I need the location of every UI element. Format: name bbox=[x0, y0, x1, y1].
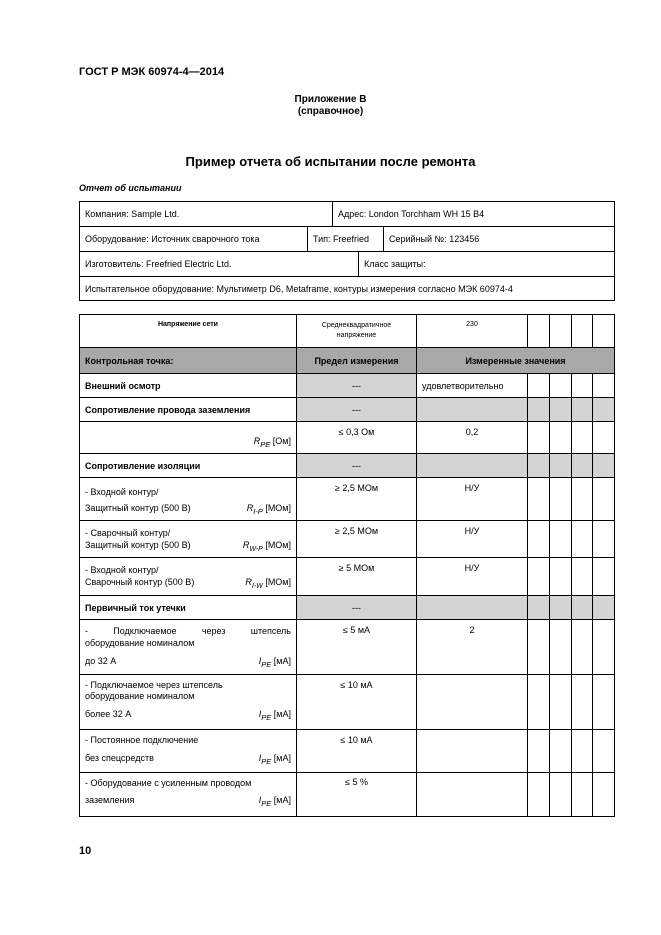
shaded-cell bbox=[550, 398, 572, 422]
rms-voltage-label bbox=[297, 315, 417, 348]
leakage-row-label bbox=[80, 675, 297, 730]
blank-cell bbox=[572, 558, 593, 596]
symbol-subscript: PE bbox=[261, 712, 272, 722]
rms-line-1: Среднеквадратичное bbox=[321, 322, 392, 329]
blank-cell bbox=[528, 675, 550, 730]
unit: [МОм] bbox=[265, 540, 291, 550]
symbol-letter: I bbox=[258, 709, 262, 719]
info-table bbox=[79, 201, 615, 301]
blank-cell bbox=[528, 521, 550, 558]
shaded-cell bbox=[572, 596, 593, 620]
symbol-subscript: PE bbox=[260, 440, 271, 449]
type-cell: Тип: Freefried bbox=[307, 227, 383, 251]
row-line-3 bbox=[85, 753, 291, 767]
earth-resistance-limit: ≤ 0,3 Ом bbox=[297, 422, 417, 454]
insulation-row-label bbox=[80, 521, 297, 558]
shaded-cell bbox=[417, 398, 528, 422]
symbol bbox=[259, 655, 291, 671]
shaded-cell bbox=[528, 454, 550, 478]
checkpoint-header: Контрольная точка: bbox=[80, 348, 297, 374]
symbol bbox=[245, 576, 291, 593]
info-row-company bbox=[80, 202, 614, 227]
symbol bbox=[259, 753, 291, 767]
symbol bbox=[259, 709, 291, 723]
blank-cell bbox=[572, 374, 593, 398]
row-line-1: - Подключаемое через штепсель bbox=[85, 680, 223, 690]
blank-cell bbox=[550, 558, 572, 596]
unit: [МОм] bbox=[265, 503, 291, 513]
symbol-letter: R bbox=[246, 503, 254, 513]
serial-cell: Серийный №: 123456 bbox=[383, 227, 614, 251]
value: Н/У bbox=[417, 521, 528, 558]
measurement-table bbox=[79, 314, 615, 817]
value bbox=[417, 730, 528, 773]
blank-cell bbox=[572, 422, 593, 454]
symbol-subscript: PE bbox=[261, 798, 272, 808]
blank-cell bbox=[550, 675, 572, 730]
row-line-2: оборудование номиналом bbox=[85, 638, 195, 648]
mains-voltage-row bbox=[80, 315, 615, 348]
symbol bbox=[259, 795, 291, 809]
row-line-3 bbox=[85, 655, 291, 671]
unit: [мА] bbox=[273, 709, 291, 719]
blank-cell bbox=[593, 620, 615, 675]
mains-voltage-label: Напряжение сети bbox=[80, 315, 297, 348]
report-label: Отчет об испытании bbox=[79, 183, 182, 193]
limit: ≤ 10 мА bbox=[297, 730, 417, 773]
shaded-cell bbox=[417, 596, 528, 620]
mains-voltage-value: 230 bbox=[417, 315, 528, 348]
blank-cell bbox=[593, 374, 615, 398]
row-line-2 bbox=[85, 539, 291, 556]
earth-resistance-label: Сопротивление провода заземления bbox=[80, 398, 297, 422]
row-line-2 bbox=[85, 500, 291, 520]
blank-cell bbox=[528, 730, 550, 773]
earth-resistance-section-limit: --- bbox=[297, 398, 417, 422]
blank-cell bbox=[528, 315, 550, 348]
manufacturer-cell: Изготовитель: Freefried Electric Ltd. bbox=[85, 259, 232, 269]
protection-class-cell: Класс защиты: bbox=[358, 252, 614, 276]
shaded-cell bbox=[417, 454, 528, 478]
shaded-cell bbox=[528, 398, 550, 422]
row-line-2-text: Сварочный контур (500 В) bbox=[85, 577, 195, 587]
value: Н/У bbox=[417, 478, 528, 521]
info-row-equipment bbox=[80, 227, 614, 252]
row-line-2-text: Защитный контур (500 В) bbox=[85, 540, 191, 550]
row-line-3-text: до 32 А bbox=[85, 656, 117, 666]
blank-cell bbox=[550, 773, 572, 817]
blank-cell bbox=[528, 422, 550, 454]
visual-inspection-row bbox=[80, 374, 615, 398]
value: 2 bbox=[417, 620, 528, 675]
limit: ≥ 2,5 МОм bbox=[297, 478, 417, 521]
symbol-letter: R bbox=[242, 540, 250, 550]
row-line-2 bbox=[85, 576, 291, 593]
test-equipment-cell: Испытательное оборудование: Мультиметр D6, Metaframe, контуры измерения согласно МЭК 60974-4 bbox=[85, 283, 513, 294]
visual-inspection-label: Внешний осмотр bbox=[80, 374, 297, 398]
leakage-row-label bbox=[80, 773, 297, 817]
blank-cell bbox=[528, 478, 550, 521]
row-line-2-text: Защитный контур (500 В) bbox=[85, 503, 191, 513]
symbol-letter: I bbox=[258, 753, 262, 763]
row-line-1: - Подключаемое через штепсель bbox=[85, 626, 291, 636]
blank-cell bbox=[528, 620, 550, 675]
limit-header: Предел измерения bbox=[297, 348, 417, 374]
annex-note: (справочное) bbox=[297, 106, 364, 117]
shaded-cell bbox=[550, 596, 572, 620]
company-cell: Компания: Sample Ltd. bbox=[85, 209, 180, 219]
shaded-cell bbox=[593, 454, 615, 478]
earth-resistance-value: 0,2 bbox=[417, 422, 528, 454]
blank-cell bbox=[550, 315, 572, 348]
symbol-subscript: PE bbox=[261, 756, 272, 766]
blank-cell bbox=[593, 675, 615, 730]
insulation-row-label bbox=[80, 558, 297, 596]
limit: ≤ 5 мА bbox=[297, 620, 417, 675]
leakage-row bbox=[80, 675, 615, 730]
annex-heading bbox=[0, 94, 661, 118]
blank-cell bbox=[550, 730, 572, 773]
blank-cell bbox=[572, 620, 593, 675]
shaded-cell bbox=[550, 454, 572, 478]
row-line-1: - Постоянное подключение bbox=[85, 735, 199, 745]
page-title: Пример отчета об испытании после ремонта bbox=[185, 154, 476, 169]
limit: ≥ 5 МОм bbox=[297, 558, 417, 596]
blank-cell bbox=[593, 773, 615, 817]
row-line-1: - Входной контур/ bbox=[85, 487, 159, 497]
unit: [мА] bbox=[273, 753, 291, 763]
shaded-cell bbox=[572, 398, 593, 422]
blank-cell bbox=[528, 374, 550, 398]
visual-inspection-limit: --- bbox=[297, 374, 417, 398]
blank-cell bbox=[593, 558, 615, 596]
shaded-cell bbox=[593, 398, 615, 422]
measured-header: Измеренные значения bbox=[417, 348, 615, 374]
unit: [мА] bbox=[273, 795, 291, 805]
leakage-row bbox=[80, 773, 615, 817]
insulation-row-label bbox=[80, 478, 297, 521]
blank-cell bbox=[550, 374, 572, 398]
blank-cell bbox=[550, 478, 572, 521]
shaded-cell bbox=[572, 454, 593, 478]
address-cell: Адрес: London Torchham WH 15 B4 bbox=[332, 202, 614, 226]
blank-cell bbox=[572, 315, 593, 348]
symbol-letter: I bbox=[258, 656, 262, 666]
earth-resistance-symbol bbox=[80, 422, 297, 454]
equipment-cell: Оборудование: Источник сварочного тока bbox=[85, 234, 260, 244]
symbol-subscript: I-W bbox=[251, 582, 263, 590]
symbol-letter: R bbox=[253, 436, 261, 447]
blank-cell bbox=[572, 478, 593, 521]
insulation-row bbox=[80, 478, 615, 521]
earth-resistance-section bbox=[80, 398, 615, 422]
value bbox=[417, 675, 528, 730]
blank-cell bbox=[593, 422, 615, 454]
blank-cell bbox=[593, 521, 615, 558]
blank-cell bbox=[572, 521, 593, 558]
document-id: ГОСТ Р МЭК 60974-4—2014 bbox=[79, 66, 225, 78]
symbol bbox=[247, 500, 291, 520]
row-line-1: - Входной контур/ bbox=[85, 565, 159, 575]
blank-cell bbox=[593, 730, 615, 773]
rms-line-2: напряжение bbox=[336, 332, 377, 339]
row-line-1: - Сварочный контур/ bbox=[85, 528, 171, 538]
value: Н/У bbox=[417, 558, 528, 596]
value bbox=[417, 773, 528, 817]
insulation-label: Сопротивление изоляции bbox=[80, 454, 297, 478]
symbol-subscript: PE bbox=[261, 659, 272, 669]
row-line-3-text: без спецсредств bbox=[85, 753, 154, 763]
blank-cell bbox=[572, 675, 593, 730]
symbol-letter: R bbox=[245, 577, 252, 587]
symbol-subscript: I-P bbox=[253, 506, 263, 516]
leakage-section-limit: --- bbox=[297, 596, 417, 620]
limit: ≤ 5 % bbox=[297, 773, 417, 817]
unit: [Ом] bbox=[272, 436, 291, 447]
blank-cell bbox=[528, 558, 550, 596]
annex-title: Приложение B bbox=[294, 94, 367, 105]
leakage-row bbox=[80, 730, 615, 773]
earth-resistance-row bbox=[80, 422, 615, 454]
leakage-label: Первичный ток утечки bbox=[80, 596, 297, 620]
symbol-subscript: W-P bbox=[249, 545, 263, 553]
row-line-1: - Оборудование с усиленным проводом bbox=[85, 778, 252, 788]
column-header-row bbox=[80, 348, 615, 374]
row-line-3 bbox=[85, 709, 291, 723]
shaded-cell bbox=[593, 596, 615, 620]
info-row-manufacturer bbox=[80, 252, 614, 277]
unit: [МОм] bbox=[265, 577, 291, 587]
row-line-3-text: заземления bbox=[85, 795, 135, 805]
blank-cell bbox=[572, 730, 593, 773]
blank-cell bbox=[593, 315, 615, 348]
blank-cell bbox=[550, 521, 572, 558]
row-line-3 bbox=[85, 795, 291, 809]
limit: ≥ 2,5 МОм bbox=[297, 521, 417, 558]
symbol-letter: I bbox=[258, 795, 262, 805]
blank-cell bbox=[593, 478, 615, 521]
info-row-test-equipment bbox=[80, 277, 614, 300]
row-line-3-text: более 32 А bbox=[85, 709, 132, 719]
page-number: 10 bbox=[79, 845, 92, 857]
leakage-row bbox=[80, 620, 615, 675]
blank-cell bbox=[550, 620, 572, 675]
insulation-row bbox=[80, 558, 615, 596]
row-line-2: оборудование номиналом bbox=[85, 691, 195, 701]
insulation-row bbox=[80, 521, 615, 558]
limit: ≤ 10 мА bbox=[297, 675, 417, 730]
blank-cell bbox=[572, 773, 593, 817]
shaded-cell bbox=[528, 596, 550, 620]
insulation-section bbox=[80, 454, 615, 478]
blank-cell bbox=[550, 422, 572, 454]
unit: [мА] bbox=[273, 656, 291, 666]
leakage-section bbox=[80, 596, 615, 620]
visual-inspection-value: удовлетворительно bbox=[417, 374, 528, 398]
insulation-section-limit: --- bbox=[297, 454, 417, 478]
leakage-row-label bbox=[80, 620, 297, 675]
symbol bbox=[243, 539, 291, 556]
blank-cell bbox=[528, 773, 550, 817]
leakage-row-label bbox=[80, 730, 297, 773]
